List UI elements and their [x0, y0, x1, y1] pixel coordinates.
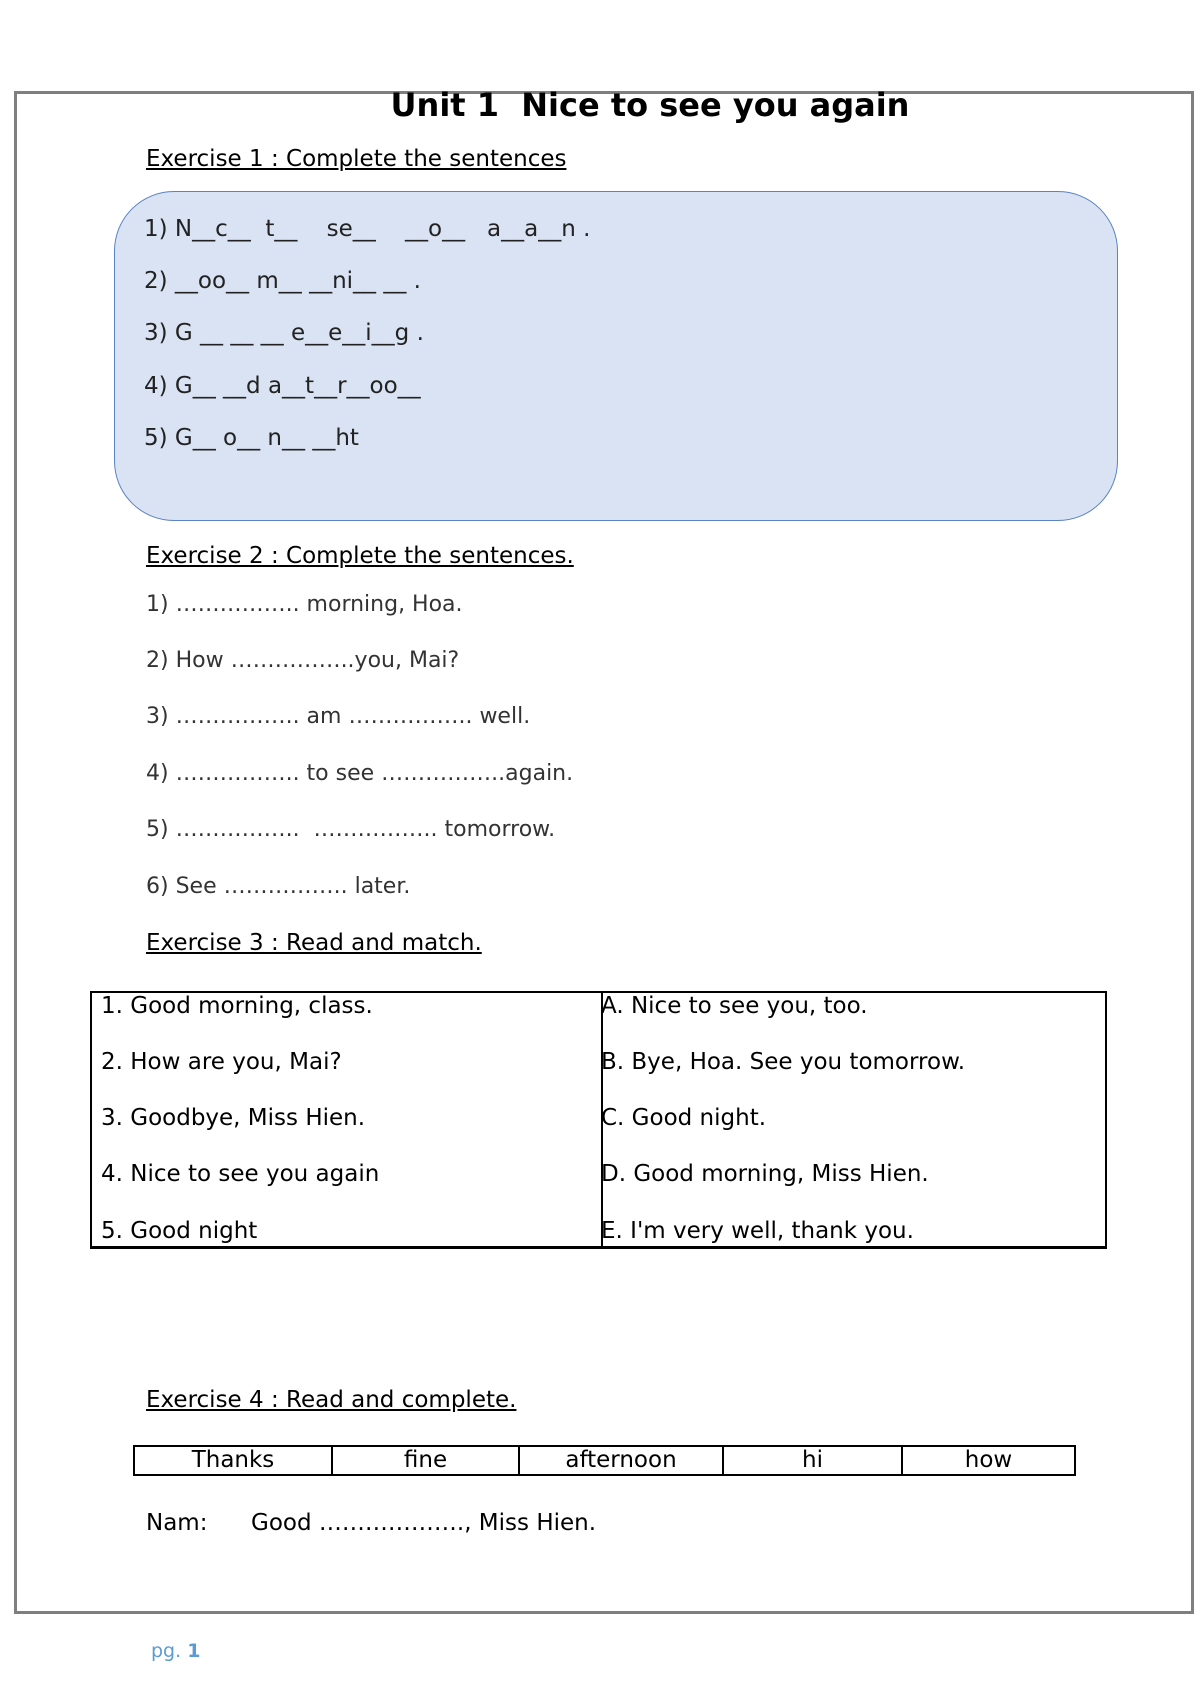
exercise1-item: 2) __oo__ m__ __ni__ __ . — [144, 268, 421, 294]
match-right-item: E. I'm very well, thank you. — [601, 1218, 914, 1244]
exercise3-heading: Exercise 3 : Read and match. — [146, 930, 482, 956]
match-left-item: 5. Good night — [101, 1218, 258, 1244]
match-right-item: A. Nice to see you, too. — [601, 993, 868, 1019]
word-box-item: hi — [724, 1447, 903, 1474]
exercise1-heading: Exercise 1 : Complete the sentences — [146, 146, 567, 172]
exercise2-item: 1) …………….. morning, Hoa. — [146, 592, 463, 617]
page-number-prefix: pg. — [151, 1640, 182, 1662]
match-right-item: B. Bye, Hoa. See you tomorrow. — [601, 1049, 966, 1075]
page-title: Unit 1 Nice to see you again — [390, 86, 910, 124]
word-box-item: afternoon — [520, 1447, 724, 1474]
match-left-item: 2. How are you, Mai? — [101, 1049, 342, 1075]
word-box — [133, 1445, 1076, 1476]
exercise1-item: 1) N__c__ t__ se__ __o__ a__a__n . — [144, 216, 591, 242]
match-left-item: 3. Goodbye, Miss Hien. — [101, 1105, 366, 1131]
word-box-item: fine — [333, 1447, 520, 1474]
match-right-item: C. Good night. — [601, 1105, 767, 1131]
match-left-item: 1. Good morning, class. — [101, 993, 373, 1019]
exercise2-item: 2) How ……………..you, Mai? — [146, 648, 460, 673]
exercise1-item: 4) G__ __d a__t__r__oo__ — [144, 373, 421, 399]
exercise2-item: 5) …………….. …………….. tomorrow. — [146, 817, 556, 842]
exercise2-item: 3) …………….. am …………….. well. — [146, 704, 531, 729]
dialogue-speaker: Nam: — [146, 1510, 208, 1536]
exercise2-item: 6) See …………….. later. — [146, 874, 411, 899]
exercise2-heading: Exercise 2 : Complete the sentences. — [146, 543, 574, 569]
exercise4-heading: Exercise 4 : Read and complete. — [146, 1387, 517, 1413]
exercise1-item: 5) G__ o__ n__ __ht — [144, 425, 359, 451]
page-number — [151, 1640, 200, 1662]
word-box-item: Thanks — [135, 1447, 333, 1474]
match-table — [90, 991, 1107, 1249]
page-number-value: 1 — [187, 1640, 201, 1662]
word-box-item: how — [964, 1447, 1013, 1473]
match-left-item: 4. Nice to see you again — [101, 1161, 380, 1187]
match-right-item: D. Good morning, Miss Hien. — [601, 1161, 929, 1187]
exercise1-item: 3) G __ __ __ e__e__i__g . — [144, 320, 424, 346]
exercise2-item: 4) …………….. to see ……………..again. — [146, 761, 574, 786]
dialogue-sentence: Good ………………., Miss Hien. — [251, 1510, 597, 1536]
